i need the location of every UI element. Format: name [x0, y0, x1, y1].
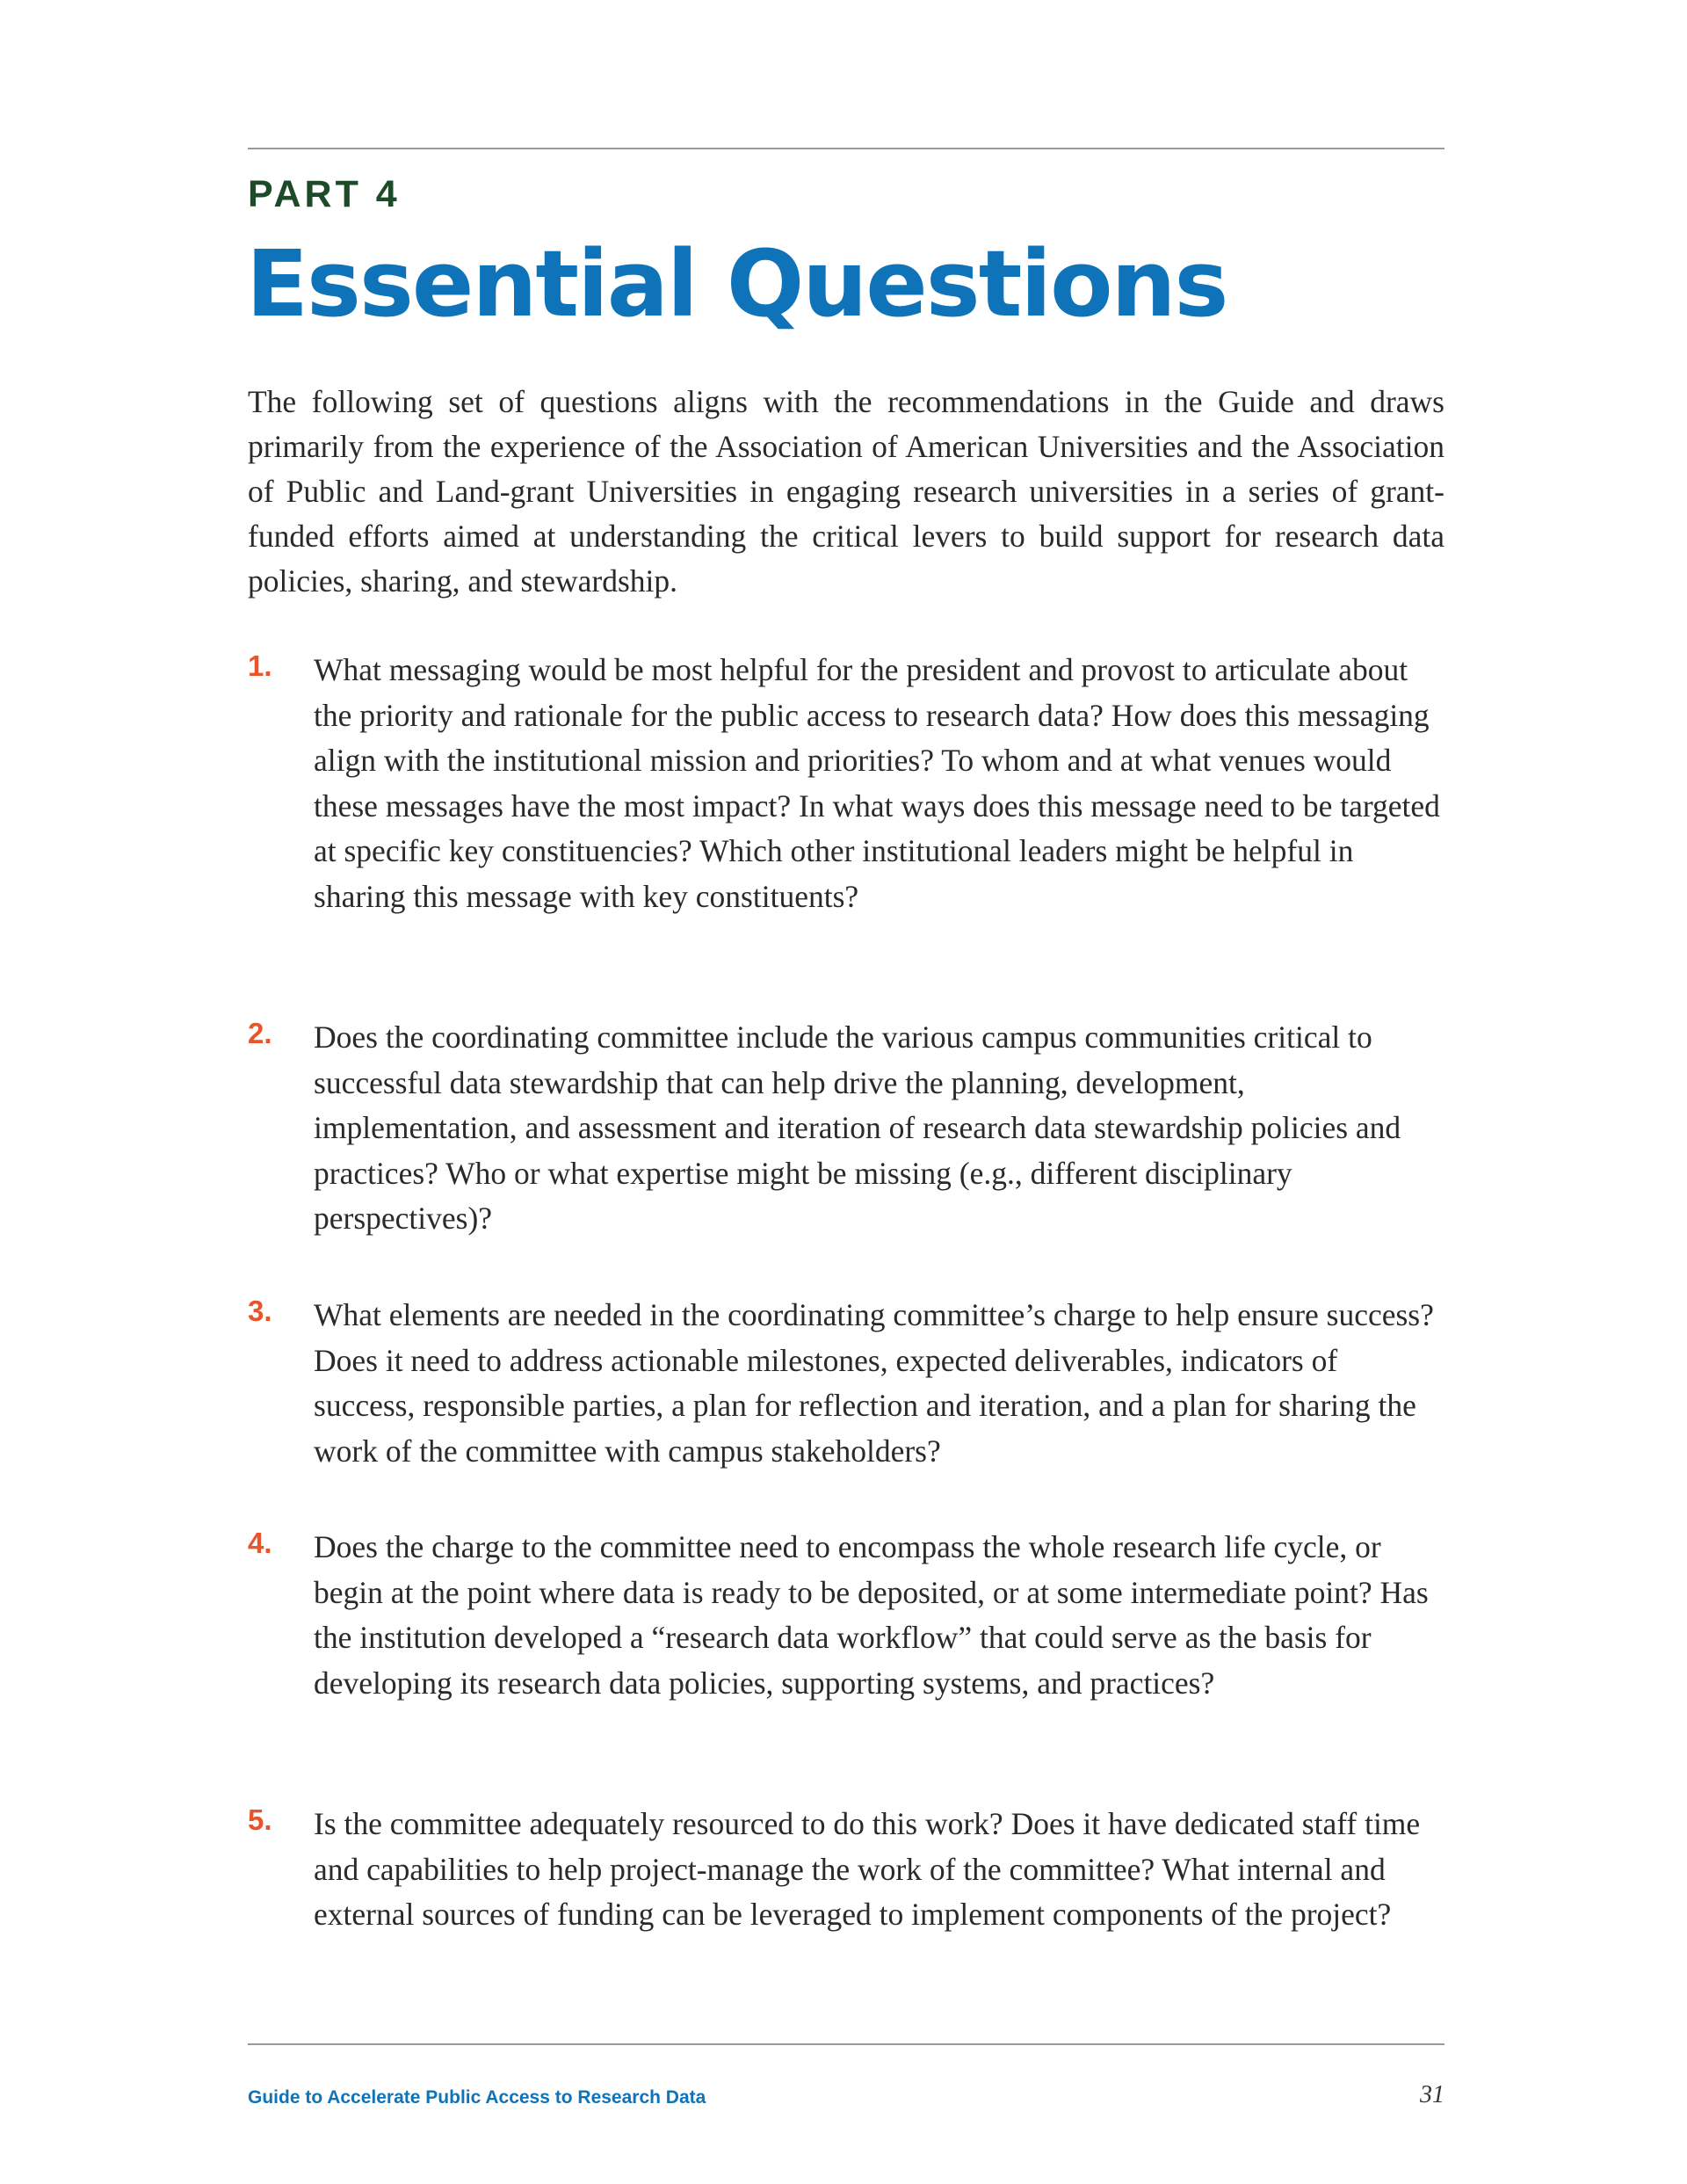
question-number: 5.	[248, 1803, 272, 1836]
part-label: PART 4	[248, 173, 401, 215]
footer-publication-title: Guide to Accelerate Public Access to Research Data	[248, 2087, 706, 2108]
question-text: What messaging would be most helpful for the president and provost to articulate about the priority and rationale for the public access to research data? How does this messaging align with the institutional mission and priorities? To whom and at what venues would these messages have the most impact? In what ways does this message need to be targeted at specific key constituencies? Which other institutional leaders might be helpful in sharing this message with key constituents?	[314, 652, 1440, 914]
page-title: Essential Questions	[246, 230, 1227, 337]
question-number: 1.	[248, 649, 272, 682]
question-text: What elements are needed in the coordinating committee’s charge to help ensure success? Does it need to address actionable milestones, expected deliverables, indicators of success, responsible parties, a plan for reflection and iteration, and a plan for sharing the work of the committee with campus stakeholders?	[314, 1297, 1434, 1469]
question-number: 4.	[248, 1527, 272, 1559]
intro-paragraph: The following set of questions aligns with the recommendations in the Guide and draws primarily from the experience of the Association of American Universities and the Association of Public and Land-grant Universities in engaging research universities in a series of grant-funded efforts aimed at understanding the critical levers to build support for research data policies, sharing, and stewardship.	[248, 384, 1444, 599]
top-divider	[248, 148, 1444, 149]
question-text: Does the coordinating committee include the various campus communities critical to successful data stewardship that can help drive the planning, development, implementation, and assessment and iteration of research data stewardship policies and practices? Who or what expertise might be missing (e.g., different disciplinary perspectives)?	[314, 1019, 1401, 1236]
question-text: Does the charge to the committee need to encompass the whole research life cycle, or begin at the point where data is ready to be deposited, or at some intermediate point? Has the institution developed a “research data workflow” that could serve as the basis for developing its research data policies, supporting systems, and practices?	[314, 1529, 1429, 1701]
bottom-divider	[248, 2043, 1444, 2045]
question-number: 2.	[248, 1017, 272, 1049]
question-number: 3.	[248, 1295, 272, 1327]
page-number: 31	[1420, 2081, 1444, 2108]
question-text: Is the committee adequately resourced to do this work? Does it have dedicated staff time and capabilities to help project-manage the work of the committee? What internal and external sources of funding can be leveraged to implement components of the project?	[314, 1806, 1421, 1932]
